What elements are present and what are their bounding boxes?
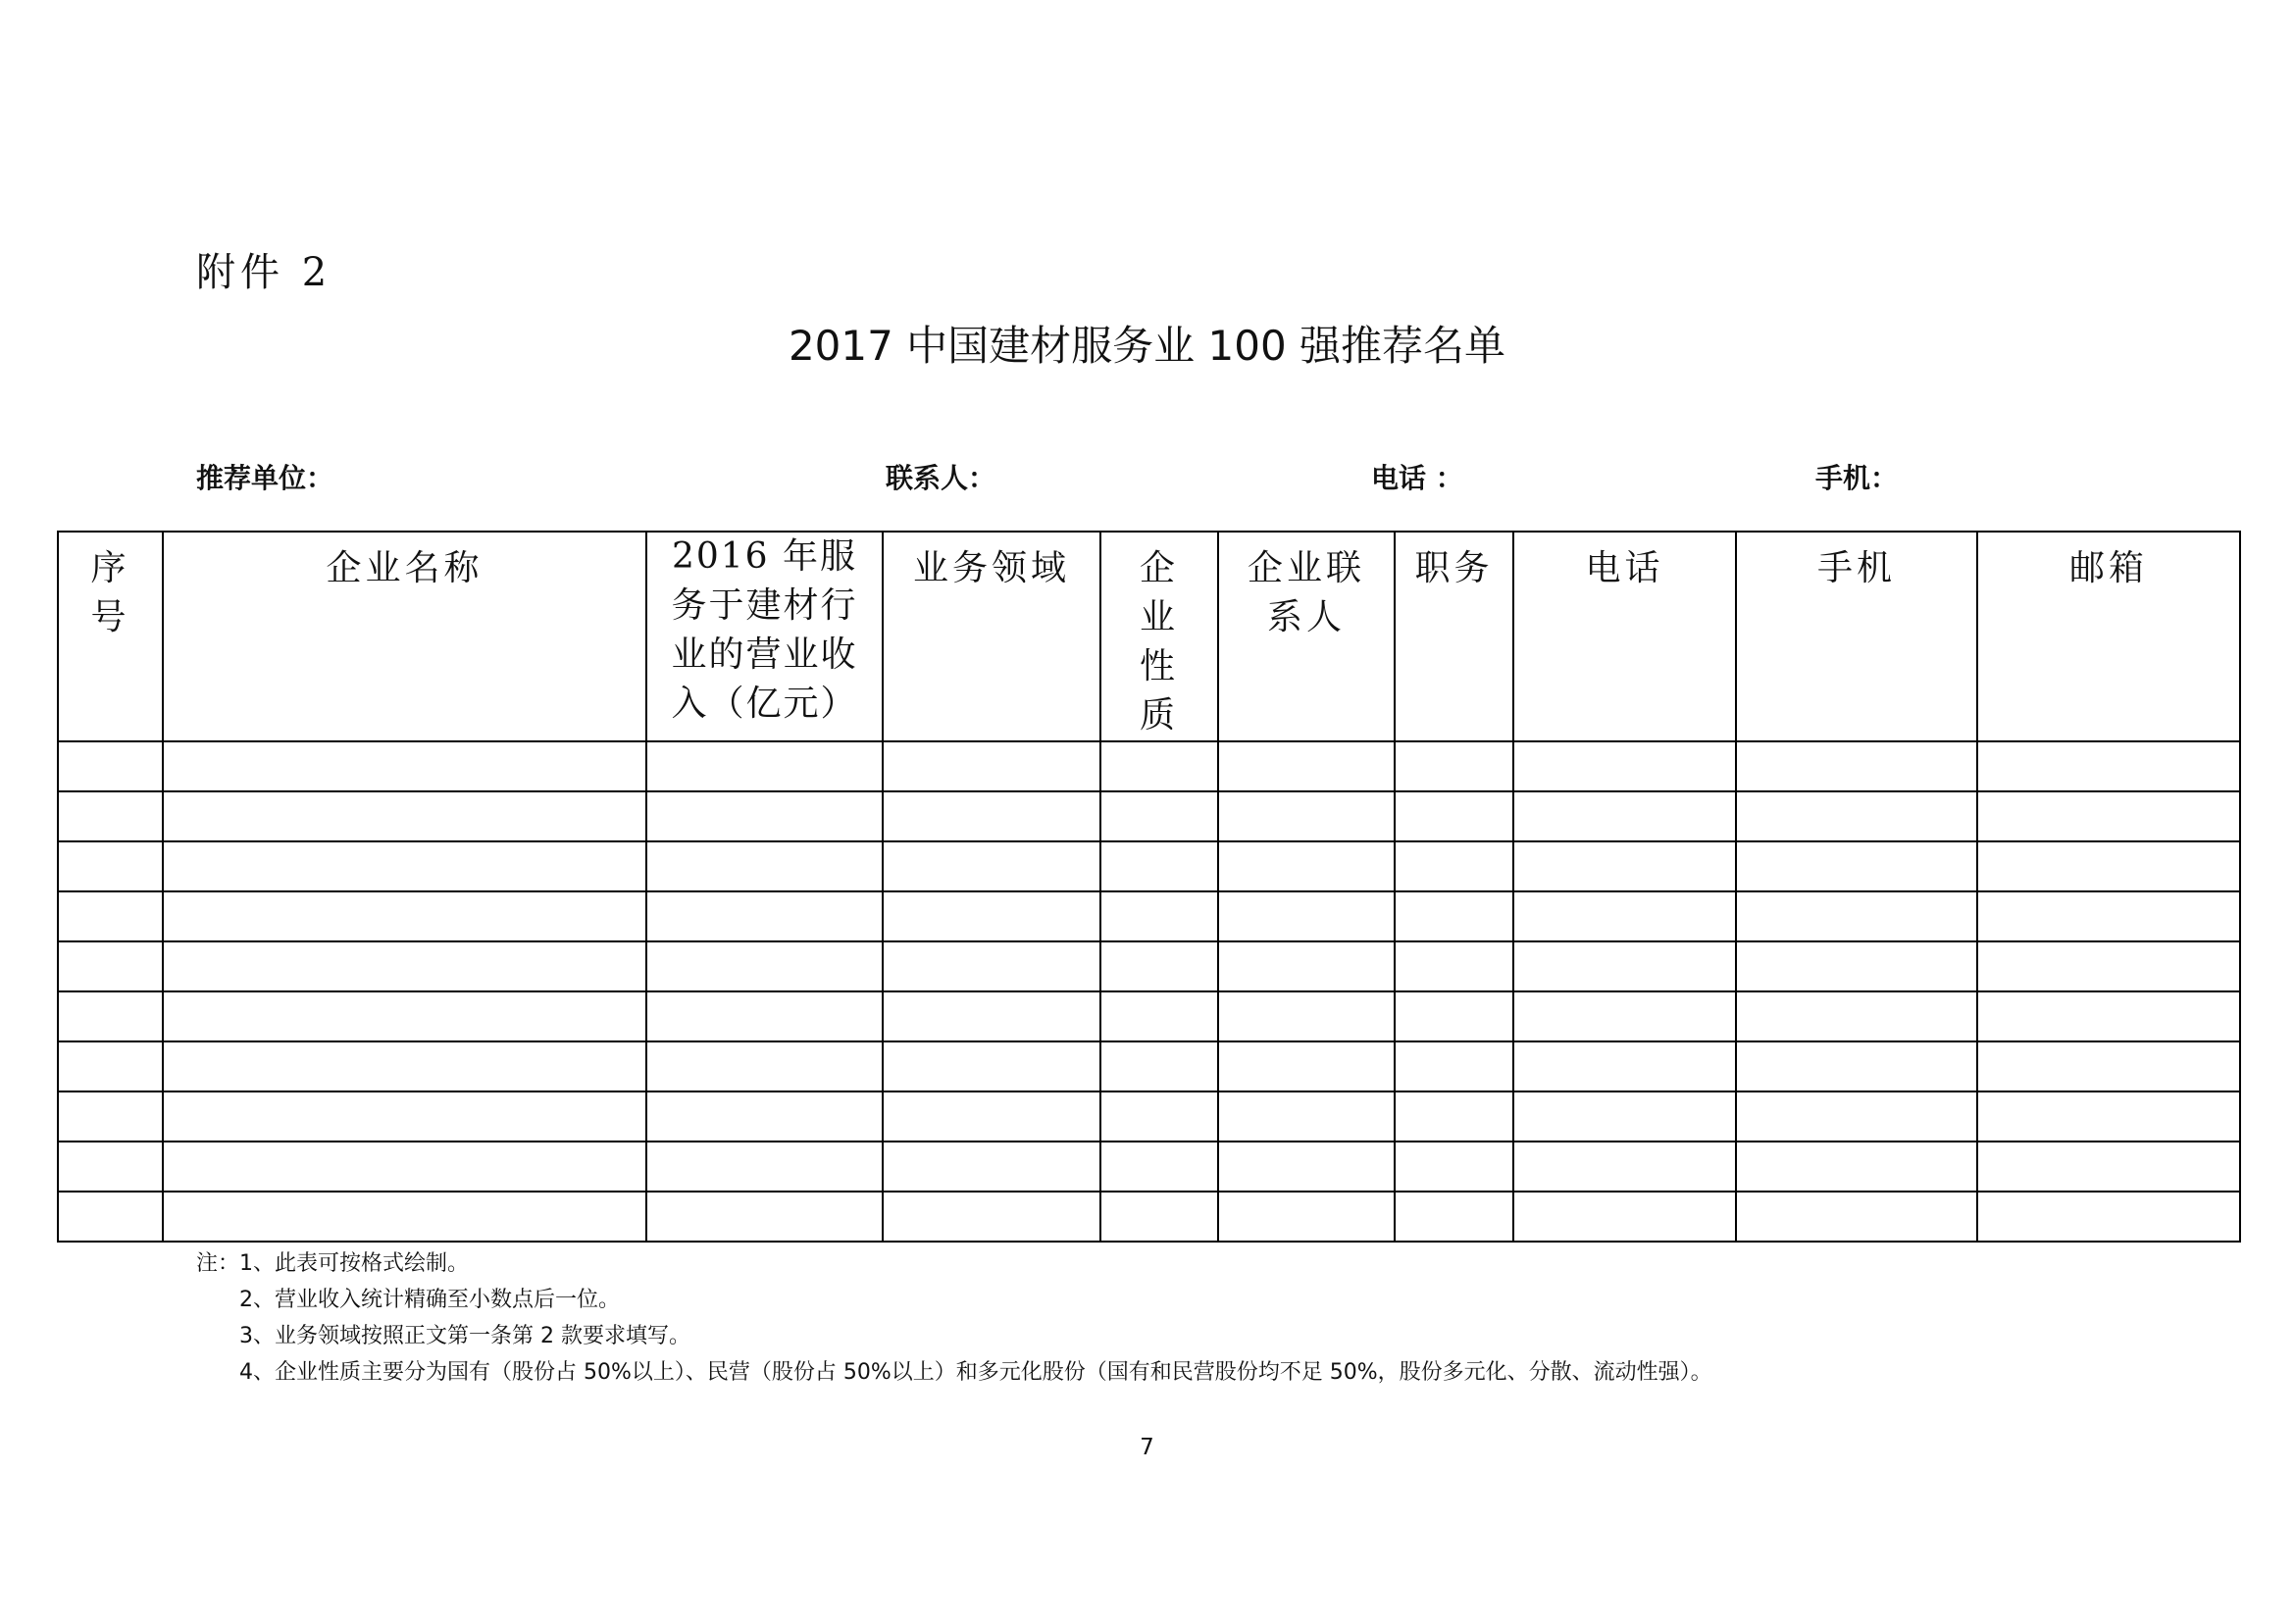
table-cell-business[interactable]: [883, 1142, 1100, 1192]
table-cell-contact[interactable]: [1218, 1142, 1395, 1192]
table-cell-contact[interactable]: [1218, 1041, 1395, 1091]
recommending-unit-label: 推荐单位：: [196, 462, 334, 494]
table-body: [58, 741, 2240, 1242]
header-email: 邮箱: [1977, 532, 2240, 741]
table-row: [58, 941, 2240, 991]
table-cell-revenue[interactable]: [646, 991, 883, 1041]
table-cell-nature[interactable]: [1100, 1091, 1218, 1142]
table-cell-company[interactable]: [163, 1142, 646, 1192]
table-row: [58, 791, 2240, 841]
table-cell-position[interactable]: [1395, 891, 1513, 941]
table-cell-revenue[interactable]: [646, 941, 883, 991]
table-cell-contact[interactable]: [1218, 1091, 1395, 1142]
table-cell-phone[interactable]: [1513, 1192, 1736, 1242]
table-cell-contact[interactable]: [1218, 841, 1395, 891]
note-item: 4、企业性质主要分为国有（股份占 50%以上）、民营（股份占 50%以上）和多元化股份（国有和民营股份均不足 50%，股份多元化、分散、流动性强）。: [196, 1360, 1712, 1385]
table-cell-phone[interactable]: [1513, 991, 1736, 1041]
table-cell-seq[interactable]: [58, 791, 163, 841]
table-cell-business[interactable]: [883, 1041, 1100, 1091]
table-cell-business[interactable]: [883, 741, 1100, 791]
table-cell-position[interactable]: [1395, 941, 1513, 991]
table-cell-position[interactable]: [1395, 791, 1513, 841]
table-cell-email[interactable]: [1977, 941, 2240, 991]
page-number: 7: [1140, 1435, 1154, 1460]
table-cell-seq[interactable]: [58, 1192, 163, 1242]
table-cell-business[interactable]: [883, 1091, 1100, 1142]
table-cell-email[interactable]: [1977, 1091, 2240, 1142]
table-cell-mobile[interactable]: [1736, 1041, 1977, 1091]
table-cell-company[interactable]: [163, 791, 646, 841]
table-cell-revenue[interactable]: [646, 1041, 883, 1091]
table-cell-contact[interactable]: [1218, 1192, 1395, 1242]
table-cell-seq[interactable]: [58, 1142, 163, 1192]
table-cell-email[interactable]: [1977, 741, 2240, 791]
table-cell-seq[interactable]: [58, 891, 163, 941]
table-cell-email[interactable]: [1977, 991, 2240, 1041]
table-cell-company[interactable]: [163, 1192, 646, 1242]
header-company-contact: 企业联系人: [1218, 532, 1395, 741]
table-cell-contact[interactable]: [1218, 991, 1395, 1041]
table-row: [58, 1041, 2240, 1091]
table-header-row: [58, 532, 2240, 741]
table-cell-nature[interactable]: [1100, 1041, 1218, 1091]
table-cell-seq[interactable]: [58, 841, 163, 891]
table-cell-nature[interactable]: [1100, 791, 1218, 841]
attachment-label: 附件 2: [196, 250, 332, 295]
header-revenue: 2016 年服务于建材行业的营业收入（亿元）: [646, 532, 883, 741]
table-cell-contact[interactable]: [1218, 891, 1395, 941]
table-cell-contact[interactable]: [1218, 791, 1395, 841]
table-cell-phone[interactable]: [1513, 791, 1736, 841]
table-cell-mobile[interactable]: [1736, 1192, 1977, 1242]
header-phone: 电话: [1513, 532, 1736, 741]
table-row: [58, 741, 2240, 791]
note-item: 3、业务领域按照正文第一条第 2 款要求填写。: [196, 1324, 690, 1348]
table-cell-seq[interactable]: [58, 941, 163, 991]
table-cell-company[interactable]: [163, 1091, 646, 1142]
table-cell-business[interactable]: [883, 991, 1100, 1041]
table-cell-position[interactable]: [1395, 1041, 1513, 1091]
table-cell-position[interactable]: [1395, 1192, 1513, 1242]
phone-label: 电话 ：: [1371, 462, 1463, 494]
table-cell-mobile[interactable]: [1736, 1142, 1977, 1192]
table-cell-company[interactable]: [163, 991, 646, 1041]
table-cell-company[interactable]: [163, 841, 646, 891]
table-cell-phone[interactable]: [1513, 1142, 1736, 1192]
table-cell-company[interactable]: [163, 1041, 646, 1091]
table-cell-mobile[interactable]: [1736, 1091, 1977, 1142]
header-position: 职务: [1395, 532, 1513, 741]
table-cell-email[interactable]: [1977, 791, 2240, 841]
table-cell-email[interactable]: [1977, 1041, 2240, 1091]
table-cell-business[interactable]: [883, 841, 1100, 891]
table-cell-position[interactable]: [1395, 991, 1513, 1041]
table-cell-revenue[interactable]: [646, 841, 883, 891]
contact-person-label: 联系人：: [886, 462, 996, 494]
table-cell-phone[interactable]: [1513, 1041, 1736, 1091]
table-row: [58, 891, 2240, 941]
table-cell-seq[interactable]: [58, 1041, 163, 1091]
table-cell-mobile[interactable]: [1736, 991, 1977, 1041]
table-cell-email[interactable]: [1977, 891, 2240, 941]
table-cell-company[interactable]: [163, 941, 646, 991]
table-cell-revenue[interactable]: [646, 791, 883, 841]
table-cell-contact[interactable]: [1218, 741, 1395, 791]
table-cell-nature[interactable]: [1100, 841, 1218, 891]
table-row: [58, 1192, 2240, 1242]
table-cell-mobile[interactable]: [1736, 891, 1977, 941]
table-cell-contact[interactable]: [1218, 941, 1395, 991]
table-row: [58, 1142, 2240, 1192]
table-cell-business[interactable]: [883, 891, 1100, 941]
table-cell-nature[interactable]: [1100, 991, 1218, 1041]
table-cell-position[interactable]: [1395, 1142, 1513, 1192]
table-cell-phone[interactable]: [1513, 891, 1736, 941]
table-cell-revenue[interactable]: [646, 741, 883, 791]
header-seq: 序号: [58, 532, 163, 741]
table-cell-phone[interactable]: [1513, 841, 1736, 891]
note-item: 2、营业收入统计精确至小数点后一位。: [196, 1288, 620, 1312]
table-cell-revenue[interactable]: [646, 1142, 883, 1192]
table-cell-revenue[interactable]: [646, 891, 883, 941]
table-cell-mobile[interactable]: [1736, 841, 1977, 891]
table-cell-nature[interactable]: [1100, 941, 1218, 991]
table-cell-nature[interactable]: [1100, 1192, 1218, 1242]
table-cell-revenue[interactable]: [646, 1091, 883, 1142]
note-item: 注：1、此表可按格式绘制。: [196, 1251, 469, 1276]
table-row: [58, 991, 2240, 1041]
table-cell-position[interactable]: [1395, 1091, 1513, 1142]
table-cell-nature[interactable]: [1100, 741, 1218, 791]
header-company-name: 企业名称: [163, 532, 646, 741]
mobile-label: 手机：: [1815, 462, 1899, 494]
header-mobile: 手机: [1736, 532, 1977, 741]
table-cell-phone[interactable]: [1513, 741, 1736, 791]
table-cell-email[interactable]: [1977, 841, 2240, 891]
table-cell-email[interactable]: [1977, 1142, 2240, 1192]
table-row: [58, 841, 2240, 891]
table-cell-company[interactable]: [163, 741, 646, 791]
notes: [196, 1245, 1712, 1391]
table-cell-mobile[interactable]: [1736, 741, 1977, 791]
table-cell-nature[interactable]: [1100, 1142, 1218, 1192]
table-cell-position[interactable]: [1395, 841, 1513, 891]
table-cell-seq[interactable]: [58, 991, 163, 1041]
table-cell-mobile[interactable]: [1736, 941, 1977, 991]
table-cell-company[interactable]: [163, 891, 646, 941]
table-cell-business[interactable]: [883, 1192, 1100, 1242]
table-cell-mobile[interactable]: [1736, 791, 1977, 841]
table-cell-phone[interactable]: [1513, 1091, 1736, 1142]
table-cell-email[interactable]: [1977, 1192, 2240, 1242]
header-business-area: 业务领域: [883, 532, 1100, 741]
recommendation-table: [57, 531, 2241, 1243]
header-company-nature: 企业性质: [1100, 532, 1218, 741]
table-row: [58, 1091, 2240, 1142]
table-cell-nature[interactable]: [1100, 891, 1218, 941]
table-cell-position[interactable]: [1395, 741, 1513, 791]
table-cell-seq[interactable]: [58, 741, 163, 791]
table-cell-seq[interactable]: [58, 1091, 163, 1142]
page-title: 2017 中国建材服务业 100 强推荐名单: [788, 322, 1506, 370]
table-cell-business[interactable]: [883, 941, 1100, 991]
table-cell-revenue[interactable]: [646, 1192, 883, 1242]
table-cell-business[interactable]: [883, 791, 1100, 841]
table-cell-phone[interactable]: [1513, 941, 1736, 991]
